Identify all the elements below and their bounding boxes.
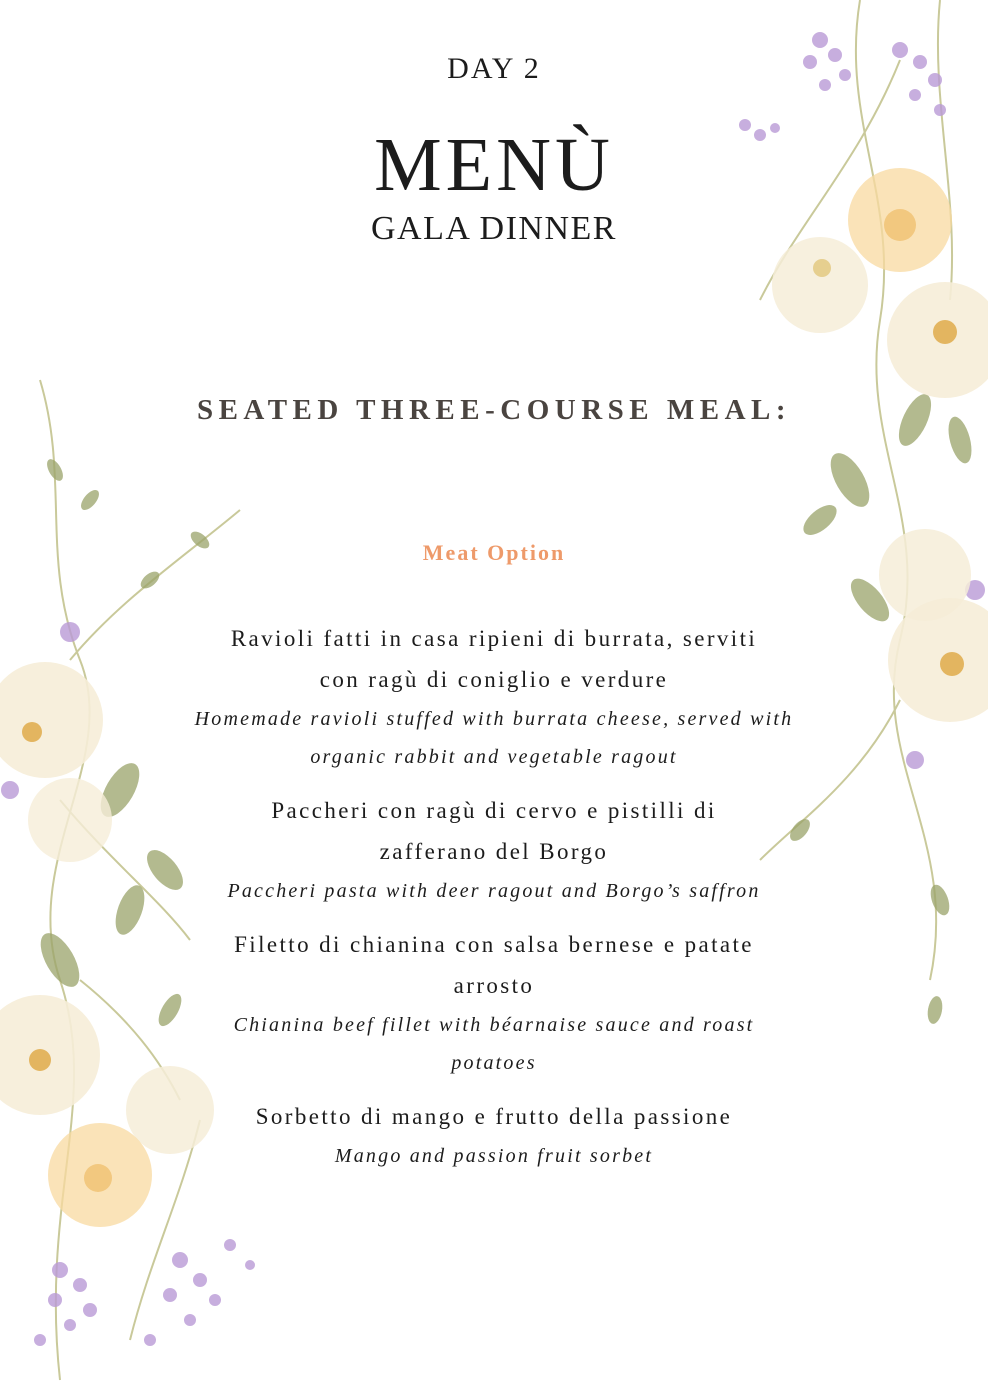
section-title: SEATED THREE-COURSE MEAL: xyxy=(196,394,792,426)
dish-italian-name: Paccheri con ragù di cervo e pistilli di zafferano del Borgo xyxy=(271,798,717,864)
dish-item xyxy=(214,924,774,1082)
option-label: Meat Option xyxy=(422,540,566,565)
dish-list xyxy=(0,618,988,1189)
dish-item xyxy=(214,790,774,910)
dish-italian-name: Ravioli fatti in casa ripieni di burrata, serviti con ragù di coniglio e verdure xyxy=(230,626,758,692)
dish-english-name: Paccheri pasta with deer ragout and Borgo’s saffron xyxy=(227,880,761,902)
dish-english-name: Chianina beef fillet with béarnaise sauce and roast potatoes xyxy=(233,1014,755,1074)
dish-english-name: Homemade ravioli stuffed with burrata cheese, served with organic rabbit and vegetable ragout xyxy=(194,708,794,768)
dish-italian-name: Filetto di chianina con salsa bernese e patate arrosto xyxy=(234,932,754,998)
dish-item xyxy=(194,618,794,776)
page-title: MENÙ xyxy=(374,123,614,207)
dish-italian-name: Sorbetto di mango e frutto della passione xyxy=(255,1104,733,1129)
dish-item xyxy=(214,1096,774,1175)
dish-english-name: Mango and passion fruit sorbet xyxy=(334,1145,654,1167)
event-subtitle: GALA DINNER xyxy=(371,210,617,247)
day-label: DAY 2 xyxy=(447,52,541,85)
